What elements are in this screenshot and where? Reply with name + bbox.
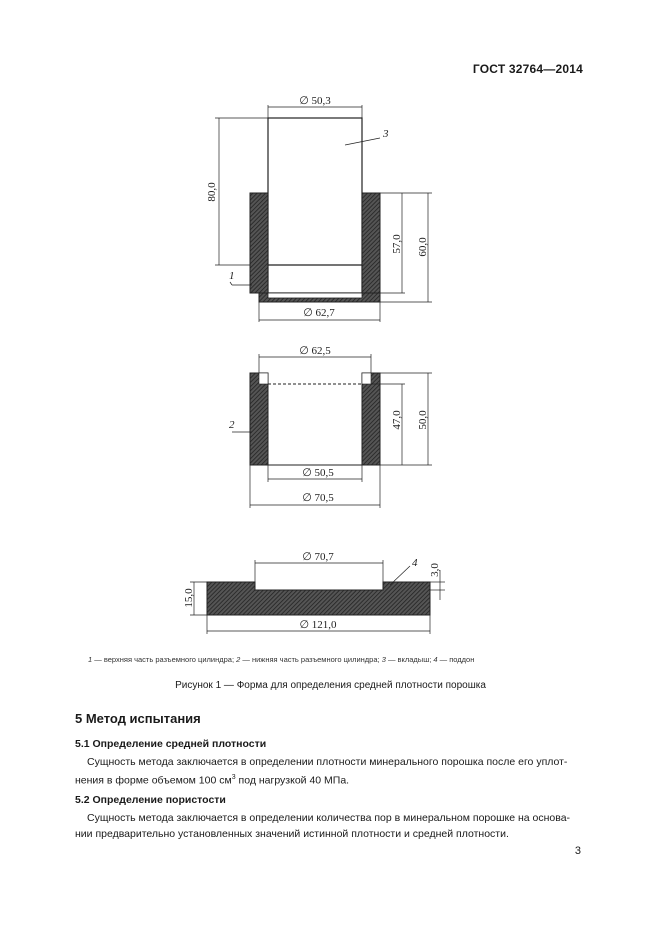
legend-num-4: 4 xyxy=(433,655,438,664)
dim-d5: ∅ 70,5 xyxy=(302,492,334,504)
dim-h1: 80,0 xyxy=(206,182,218,202)
dim-h7: 15,0 xyxy=(183,588,195,608)
dim-h2: 57,0 xyxy=(391,234,403,254)
figure-caption: Рисунок 1 — Форма для определения средней плотности порошка xyxy=(175,680,486,691)
figure-legend xyxy=(88,655,588,664)
subsection-title-5-2: 5.2 Определение пористости xyxy=(75,794,226,806)
callout-3: 3 xyxy=(383,128,389,140)
dim-d2: ∅ 62,7 xyxy=(303,307,335,319)
paragraph-5-1-line-1: Сущность метода заключается в определении плотности минерального порошка после его уплот- xyxy=(87,756,568,768)
subsection-title-5-1: 5.1 Определение средней плотности xyxy=(75,738,267,750)
dim-h6: 3,0 xyxy=(429,563,441,577)
paragraph-5-1-line-2b: под нагрузкой 40 МПа. xyxy=(235,774,350,787)
tray-assembly xyxy=(183,551,445,634)
paragraph-5-2-line-1: Сущность метода заключается в определении количества пор в минеральном порошке на основа- xyxy=(87,812,571,824)
paragraph-5-2-line-2: нии предварительно установленных значений истинной плотности и средней плотности. xyxy=(75,828,509,840)
legend-num-2: 2 xyxy=(236,655,241,664)
callout-1: 1 xyxy=(229,270,235,282)
callout-2: 2 xyxy=(229,419,235,431)
dim-h5: 50,0 xyxy=(417,410,429,430)
dim-d7: ∅ 121,0 xyxy=(299,619,337,631)
legend-text-3: — вкладыш; xyxy=(385,655,434,664)
callout-4: 4 xyxy=(412,557,418,569)
upper-cylinder-wall-left xyxy=(250,193,268,293)
legend-num-1: 1 xyxy=(88,655,93,664)
dim-d1: ∅ 50,3 xyxy=(299,95,331,107)
legend-text-4: — поддон xyxy=(437,655,475,664)
page-number: 3 xyxy=(574,845,581,857)
superscript-3: 3 xyxy=(231,774,236,781)
dim-h4: 47,0 xyxy=(391,410,403,430)
dim-d3: ∅ 62,5 xyxy=(299,345,331,357)
legend-num-3: 3 xyxy=(381,655,386,664)
legend-text-1: — верхняя часть разъемного цилиндра; xyxy=(92,655,237,664)
upper-cylinder-assembly xyxy=(206,95,432,322)
dim-d6: ∅ 70,7 xyxy=(302,551,334,563)
section-title: 5 Метод испытания xyxy=(75,711,201,726)
paragraph-5-1 xyxy=(75,754,585,789)
document-code: ГОСТ 32764—2014 xyxy=(472,62,583,76)
dim-d4: ∅ 50,5 xyxy=(302,467,334,479)
paragraph-5-1-line-2 xyxy=(75,770,585,789)
upper-cylinder-wall-right xyxy=(362,193,380,293)
paragraph-5-2 xyxy=(75,810,585,842)
tray-body xyxy=(207,582,430,615)
dim-h3: 60,0 xyxy=(417,237,429,257)
paragraph-5-1-line-2a: нения в форме объемом 100 см xyxy=(75,774,232,787)
lower-cylinder-assembly xyxy=(229,345,432,508)
legend-text-2: — нижняя часть разъемного цилиндра; xyxy=(240,655,382,664)
